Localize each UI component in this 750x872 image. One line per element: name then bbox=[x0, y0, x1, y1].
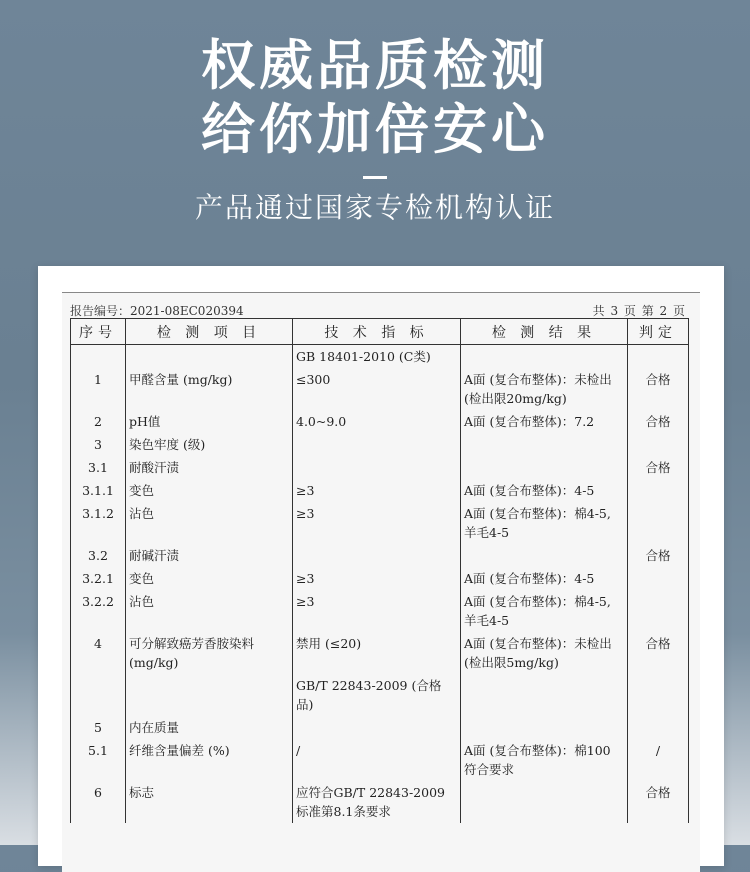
row-result: A面 (复合布整体)：未检出 (检出限5mg/kg) bbox=[461, 632, 628, 674]
row-verdict: 合格 bbox=[628, 632, 689, 674]
report-card bbox=[38, 266, 724, 866]
row-verdict bbox=[628, 345, 689, 369]
row-result: A面 (复合布整体)：棉4-5, 羊毛4-5 bbox=[461, 590, 628, 632]
row-result: A面 (复合布整体)：棉100 符合要求 bbox=[461, 739, 628, 781]
row-no: 2 bbox=[71, 410, 126, 433]
table-row bbox=[71, 674, 689, 716]
row-item: 沾色 bbox=[126, 590, 293, 632]
title-divider bbox=[363, 176, 387, 179]
table-row bbox=[71, 544, 689, 567]
row-standard: ≥3 bbox=[293, 502, 461, 544]
row-verdict bbox=[628, 567, 689, 590]
header-result: 检 测 结 果 bbox=[461, 319, 628, 345]
table-row bbox=[71, 567, 689, 590]
hero-subtitle: 产品通过国家专检机构认证 bbox=[194, 191, 555, 224]
row-standard bbox=[293, 433, 461, 456]
header-verdict: 判定 bbox=[628, 319, 689, 345]
row-standard: ≥3 bbox=[293, 590, 461, 632]
row-result bbox=[461, 345, 628, 369]
row-standard: GB 18401-2010 (C类) bbox=[293, 345, 461, 369]
row-standard: ≥3 bbox=[293, 567, 461, 590]
row-result bbox=[461, 674, 628, 716]
row-no: 5.1 bbox=[71, 739, 126, 781]
row-item: 纤维含量偏差 (%) bbox=[126, 739, 293, 781]
header-item: 检 测 项 目 bbox=[126, 319, 293, 345]
row-verdict: 合格 bbox=[628, 456, 689, 479]
row-standard: 应符合GB/T 22843-2009标准第8.1条要求 bbox=[293, 781, 461, 823]
row-no: 3.1.1 bbox=[71, 479, 126, 502]
row-result: A面 (复合布整体)：棉4-5, 羊毛4-5 bbox=[461, 502, 628, 544]
hero-title-line2: 给你加倍安心 bbox=[201, 98, 549, 161]
row-item: 耐酸汗渍 bbox=[126, 456, 293, 479]
row-verdict bbox=[628, 716, 689, 739]
table-row bbox=[71, 345, 689, 369]
row-verdict: / bbox=[628, 739, 689, 781]
row-no: 5 bbox=[71, 716, 126, 739]
row-item: 可分解致癌芳香胺染料 (mg/kg) bbox=[126, 632, 293, 674]
row-verdict: 合格 bbox=[628, 410, 689, 433]
row-no bbox=[71, 674, 126, 716]
row-result bbox=[461, 433, 628, 456]
row-result bbox=[461, 456, 628, 479]
row-item: 沾色 bbox=[126, 502, 293, 544]
table-row bbox=[71, 716, 689, 739]
row-result bbox=[461, 716, 628, 739]
table-row bbox=[71, 433, 689, 456]
header-no: 序号 bbox=[71, 319, 126, 345]
report-number: 报告编号：2021-08EC020394 bbox=[70, 304, 244, 318]
row-no bbox=[71, 345, 126, 369]
row-no: 4 bbox=[71, 632, 126, 674]
row-no: 6 bbox=[71, 781, 126, 823]
table-header-row bbox=[71, 319, 689, 345]
row-result: A面 (复合布整体)：4-5 bbox=[461, 567, 628, 590]
row-verdict bbox=[628, 590, 689, 632]
row-standard bbox=[293, 544, 461, 567]
row-item: 变色 bbox=[126, 479, 293, 502]
table-row bbox=[71, 502, 689, 544]
table-row bbox=[71, 456, 689, 479]
row-no: 3.2.2 bbox=[71, 590, 126, 632]
row-result: A面 (复合布整体)：4-5 bbox=[461, 479, 628, 502]
row-result bbox=[461, 781, 628, 823]
row-verdict bbox=[628, 479, 689, 502]
row-no: 3.1 bbox=[71, 456, 126, 479]
row-standard: GB/T 22843-2009 (合格品) bbox=[293, 674, 461, 716]
header-standard: 技 术 指 标 bbox=[293, 319, 461, 345]
table-row bbox=[71, 590, 689, 632]
row-result: A面 (复合布整体)：未检出 (检出限20mg/kg) bbox=[461, 368, 628, 410]
row-item: 甲醛含量 (mg/kg) bbox=[126, 368, 293, 410]
sheet-top-border bbox=[62, 292, 700, 293]
row-item: 内在质量 bbox=[126, 716, 293, 739]
row-item bbox=[126, 674, 293, 716]
row-item: pH值 bbox=[126, 410, 293, 433]
row-standard: ≥3 bbox=[293, 479, 461, 502]
table-row bbox=[71, 410, 689, 433]
page-info: 共 3 页 第 2 页 bbox=[592, 304, 686, 318]
table-row bbox=[71, 368, 689, 410]
table-row bbox=[71, 479, 689, 502]
row-verdict: 合格 bbox=[628, 544, 689, 567]
row-no: 1 bbox=[71, 368, 126, 410]
row-item: 变色 bbox=[126, 567, 293, 590]
test-results-table bbox=[70, 318, 689, 823]
hero-title-line1: 权威品质检测 bbox=[201, 34, 549, 97]
table-row bbox=[71, 739, 689, 781]
row-item bbox=[126, 345, 293, 369]
row-no: 3.1.2 bbox=[71, 502, 126, 544]
row-verdict: 合格 bbox=[628, 368, 689, 410]
row-result: A面 (复合布整体)：7.2 bbox=[461, 410, 628, 433]
row-item: 标志 bbox=[126, 781, 293, 823]
row-no: 3.2.1 bbox=[71, 567, 126, 590]
row-verdict bbox=[628, 674, 689, 716]
report-sheet bbox=[62, 292, 700, 872]
row-standard bbox=[293, 716, 461, 739]
row-verdict bbox=[628, 502, 689, 544]
row-no: 3.2 bbox=[71, 544, 126, 567]
row-no: 3 bbox=[71, 433, 126, 456]
row-standard bbox=[293, 456, 461, 479]
row-standard: ≤300 bbox=[293, 368, 461, 410]
row-item: 染色牢度 (级) bbox=[126, 433, 293, 456]
row-item: 耐碱汗渍 bbox=[126, 544, 293, 567]
table-row bbox=[71, 632, 689, 674]
row-verdict bbox=[628, 433, 689, 456]
row-standard: / bbox=[293, 739, 461, 781]
table-row bbox=[71, 781, 689, 823]
row-result bbox=[461, 544, 628, 567]
row-standard: 4.0~9.0 bbox=[293, 410, 461, 433]
row-standard: 禁用 (≤20) bbox=[293, 632, 461, 674]
row-verdict: 合格 bbox=[628, 781, 689, 823]
